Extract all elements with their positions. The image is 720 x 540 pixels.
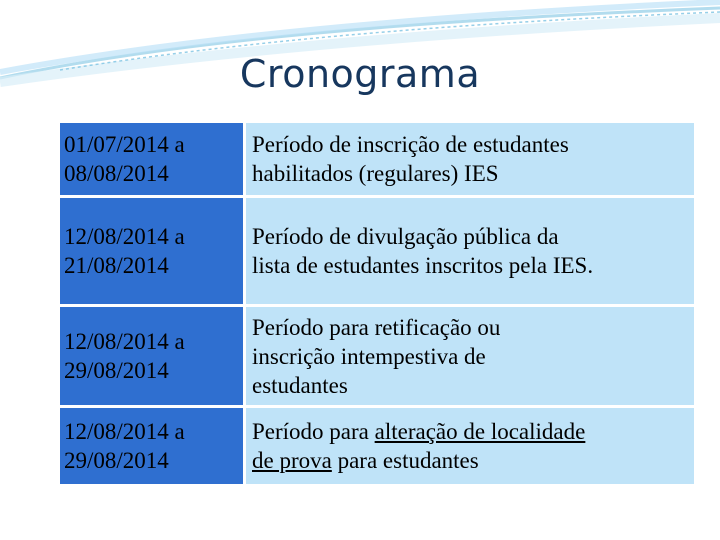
description-line: lista de estudantes inscritos pela IES.: [252, 253, 594, 278]
description-line: [252, 417, 585, 446]
date-end: 29/08/2014: [64, 358, 169, 383]
description-line: Período de inscrição de estudantes: [252, 132, 569, 157]
date-end: 29/08/2014: [64, 448, 169, 473]
date-end: 08/08/2014: [64, 161, 169, 186]
table-row-1-description: [246, 123, 694, 195]
description-line: [252, 446, 585, 475]
description-line: Período de divulgação pública da: [252, 224, 559, 249]
table-row-2-description: [246, 198, 694, 304]
date-start: 12/08/2014 a: [64, 329, 185, 354]
table-row-4-date: [60, 408, 243, 484]
description-line: inscrição intempestiva de: [252, 343, 486, 369]
underlined-text: alteração de localidade: [374, 419, 586, 444]
date-start: 12/08/2014 a: [64, 419, 185, 444]
table-row-1-date: [60, 123, 243, 195]
date-start: 01/07/2014 a: [64, 132, 185, 157]
table-row-3-description: [246, 307, 694, 405]
description-line: estudantes: [252, 372, 348, 398]
description-line: Período para retificação ou: [252, 314, 501, 340]
description-prefix: Período para: [252, 419, 375, 444]
date-start: 12/08/2014 a: [64, 224, 185, 249]
table-row-4-description: [246, 408, 694, 484]
date-end: 21/08/2014: [64, 253, 169, 278]
description-line: habilitados (regulares) IES: [252, 161, 499, 186]
page-title: Cronograma: [239, 52, 481, 96]
table-row-3-date: [60, 307, 243, 405]
description-suffix: para estudantes: [331, 448, 479, 473]
table-row-2-date: [60, 198, 243, 304]
underlined-text: de prova: [252, 448, 332, 473]
